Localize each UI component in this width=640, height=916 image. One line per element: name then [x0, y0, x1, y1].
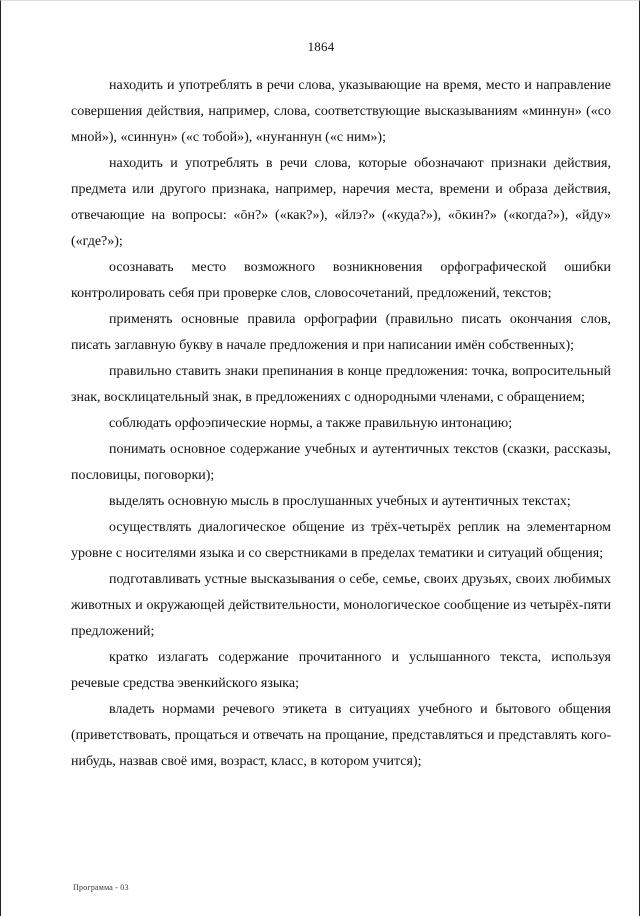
paragraph: владеть нормами речевого этикета в ситуациях учебного и бытового общения (приветствовать, прощаться и отвечать на прощание, представляться и представлять кого-нибудь, назвав своё имя, возраст, класс, в котором учится);: [71, 702, 611, 769]
paragraph: соблюдать орфоэпические нормы, а также правильную интонацию;: [109, 416, 513, 431]
paragraph: осуществлять диалогическое общение из трёх-четырёх реплик на элементарном уровне с носителями языка и со сверстниками в пределах тематики и ситуаций общения;: [71, 520, 611, 561]
paragraph: осознавать место возможного возникновения орфографической ошибки контролировать себя при проверке слов, словосочетаний, предложений, текстов;: [71, 260, 611, 301]
paragraph: понимать основное содержание учебных и аутентичных текстов (сказки, рассказы, пословицы, поговорки);: [71, 442, 611, 483]
page-number: 1864: [307, 39, 335, 54]
paragraph: подготавливать устные высказывания о себе, семье, своих друзьях, своих любимых животных и окружающей действительности, монологическое сообщение из четырёх-пяти предложений;: [71, 572, 611, 639]
paragraph: применять основные правила орфографии (правильно писать окончания слов, писать заглавную букву в начале предложения и при написании имён собственных);: [71, 312, 611, 353]
paragraph: кратко излагать содержание прочитанного и услышанного текста, используя речевые средства эвенкийского языка;: [71, 650, 611, 691]
footer-label: Программа - 03: [73, 883, 129, 892]
paragraph: правильно ставить знаки препинания в конце предложения: точка, вопросительный знак, восклицательный знак, в предложениях с однородными членами, с обращением;: [71, 364, 611, 405]
body-text: [71, 73, 611, 775]
paragraph: находить и употреблять в речи слова, которые обозначают признаки действия, предмета или другого признака, например, наречия места, времени и образа действия, отвечающие на вопросы: «ōн?» («как?»), «йлэ?» («куда?»), «ōкин?» («когда?»), «йду» («где?»);: [71, 156, 611, 249]
paragraph: находить и употреблять в речи слова, указывающие на время, место и направление совершения действия, например, слова, соответствующие высказываниям «миннун» («со мной»), «синнун» («с тобой»), «нуҥаннун («с ним»);: [71, 78, 611, 145]
paragraph: выделять основную мысль в прослушанных учебных и аутентичных текстах;: [109, 494, 571, 509]
